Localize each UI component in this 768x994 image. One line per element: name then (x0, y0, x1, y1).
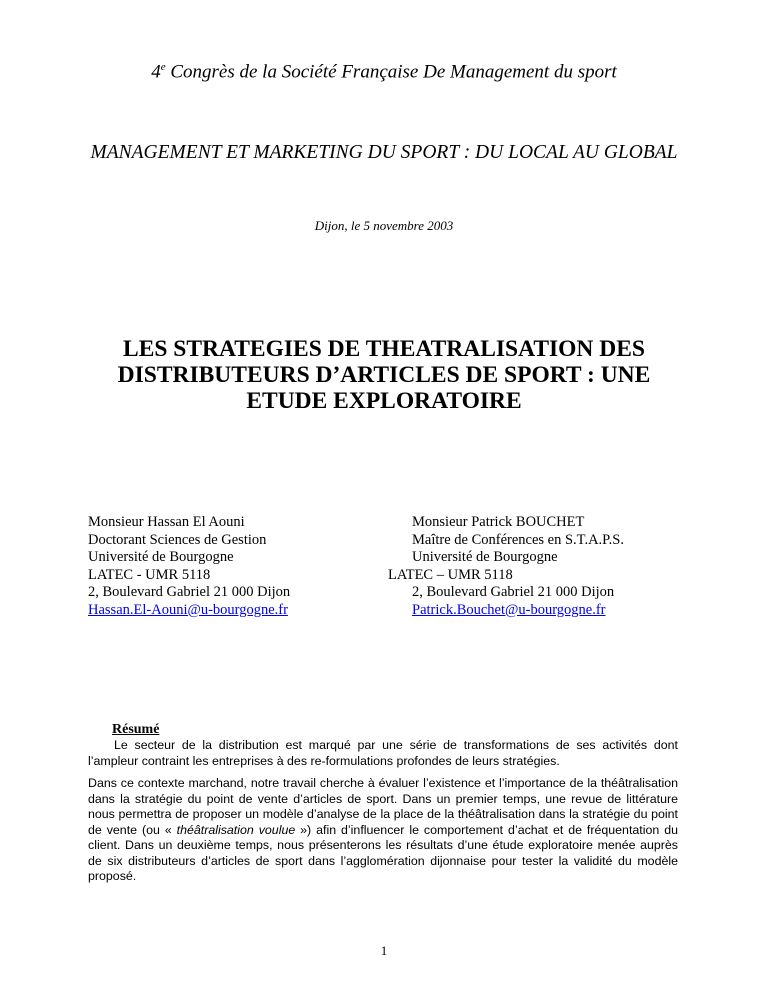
conference-ordinal-suffix: e (160, 61, 166, 73)
conference-title (0, 61, 768, 83)
abstract-paragraph-2 (88, 776, 678, 885)
paper-title-line-2: DISTRIBUTEURS D’ARTICLES DE SPORT : UNE (117, 362, 651, 388)
author-block-left (88, 514, 290, 619)
conference-date: Dijon, le 5 novembre 2003 (314, 218, 454, 233)
author-email-link[interactable]: Hassan.El-Aouni@u-bourgogne.fr (88, 601, 288, 618)
author-address: 2, Boulevard Gabriel 21 000 Dijon (412, 584, 615, 600)
abstract-text: Dans ce contexte marchand, notre travail cherche à évaluer l’existence et l’importance de la théâtralisation dans la stratégie du point de vente d’articles de sport. Dans un premier temps, une revue de littérature nous permettra de proposer un modèle d’analyse de la place de la théâtralisation dans la stratégie du point de vente (ou « (88, 776, 678, 837)
author-address: 2, Boulevard Gabriel 21 000 Dijon (88, 584, 291, 600)
author-lab: LATEC – UMR 5118 (388, 566, 513, 583)
author-name: Monsieur Patrick BOUCHET (412, 514, 585, 530)
abstract-text: ») afin d’influencer le comportement d’achat et de fréquentation du client. Dans un deuxième temps, nous présenterons les résultats d’une étude exploratoire menée auprès de six distributeurs d’articles de sport dans l’agglomération dijonnaise pour tester la validité du modèle proposé. (88, 822, 678, 883)
author-email-link[interactable]: Patrick.Bouchet@u-bourgogne.fr (412, 601, 606, 618)
abstract-emphasis: théâtralisation voulue (176, 822, 296, 837)
abstract-heading: Résumé (112, 722, 160, 737)
abstract-paragraph-1: Le secteur de la distribution est marqué par une série de transformations de ses activités dont l’ampleur contraint les entreprises à des re-formulations profondes de leurs stratégies. (88, 738, 678, 768)
author-position: Maître de Conférences en S.T.A.P.S. (412, 531, 624, 548)
author-university: Université de Bourgogne (88, 549, 234, 565)
paper-title-line-1: LES STRATEGIES DE THEATRALISATION DES (123, 336, 645, 362)
author-university: Université de Bourgogne (412, 549, 558, 565)
conference-name: Congrès de la Société Française De Management du sport (165, 61, 617, 83)
conference-ordinal: 4 (151, 61, 161, 83)
author-position: Doctorant Sciences de Gestion (88, 531, 267, 548)
paper-title (0, 336, 768, 414)
author-lab: LATEC - UMR 5118 (88, 566, 211, 583)
author-block-right (388, 514, 624, 619)
conference-theme: MANAGEMENT ET MARKETING DU SPORT : DU LOCAL AU GLOBAL (90, 142, 678, 163)
page-number: 1 (380, 943, 388, 958)
paper-title-line-3: ETUDE EXPLORATOIRE (246, 388, 522, 414)
author-name: Monsieur Hassan El Aouni (88, 514, 245, 530)
